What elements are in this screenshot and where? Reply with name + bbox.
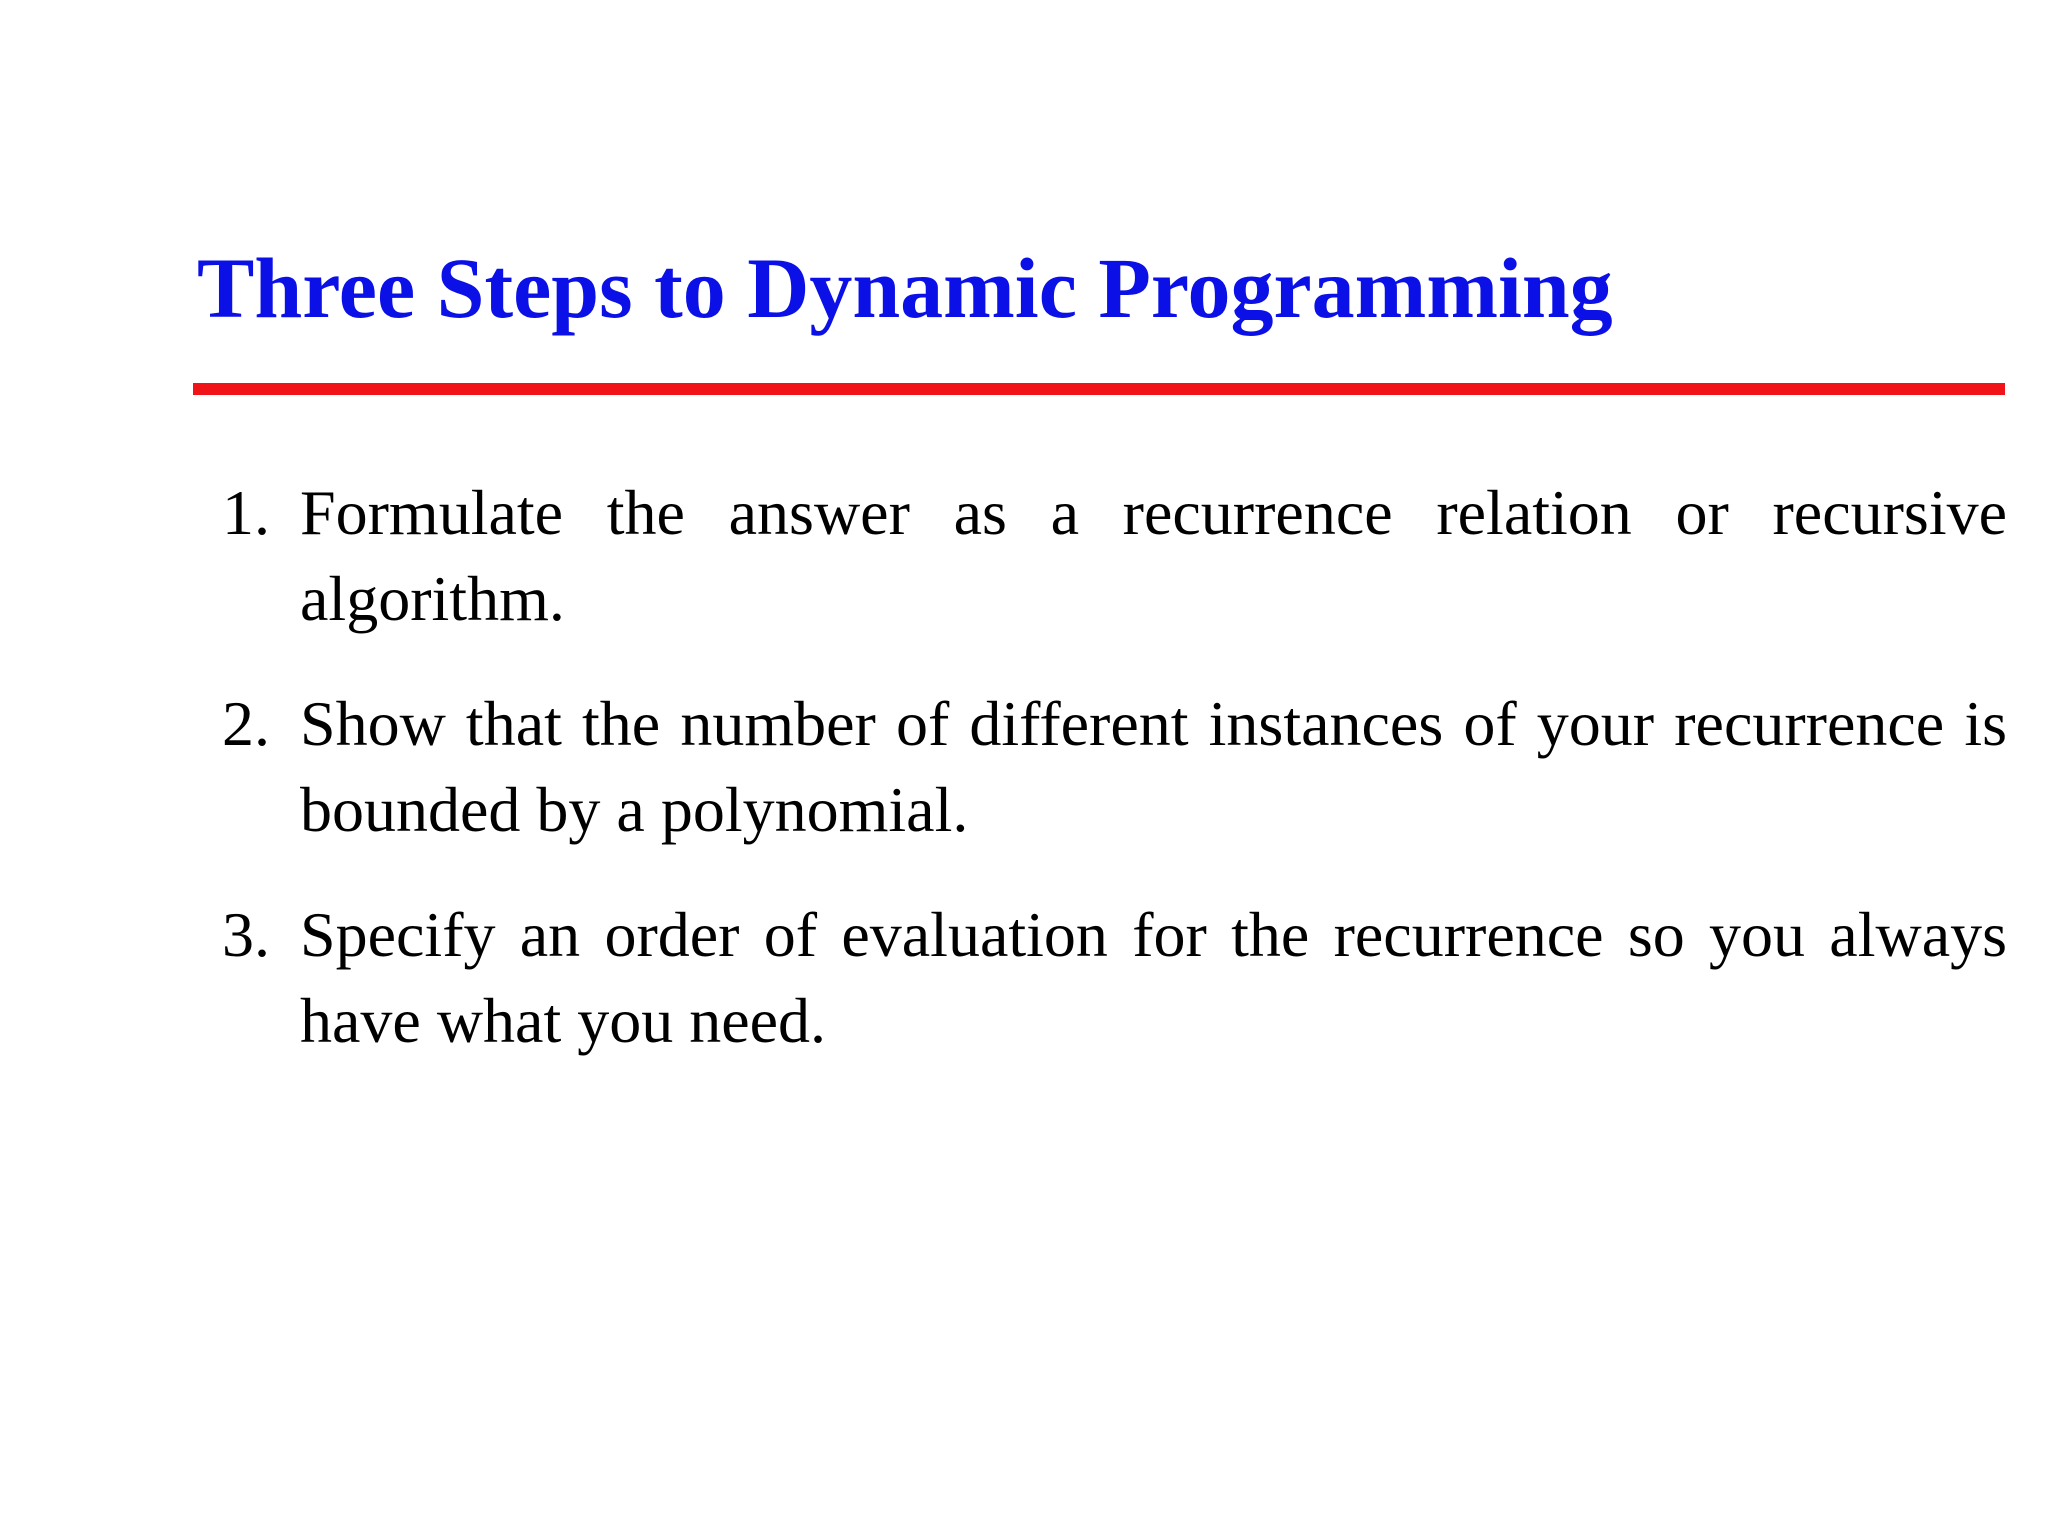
step-text: Formulate the answer as a recurrence relation or recursive algorithm. xyxy=(300,477,2007,634)
step-number: 3. xyxy=(222,899,270,970)
step-text: Show that the number of different instances of your recurrence is bounded by a polynomial. xyxy=(300,688,2007,845)
step-number: 2. xyxy=(222,688,270,759)
slide-title: Three Steps to Dynamic Programming xyxy=(197,240,1613,336)
list-item xyxy=(222,470,2007,642)
list-item xyxy=(222,892,2007,1064)
list-item xyxy=(222,681,2007,853)
steps-list xyxy=(222,470,2007,1103)
step-number: 1. xyxy=(222,477,270,548)
title-underline xyxy=(193,383,2005,395)
step-text: Specify an order of evaluation for the recurrence so you always have what you need. xyxy=(300,899,2007,1056)
